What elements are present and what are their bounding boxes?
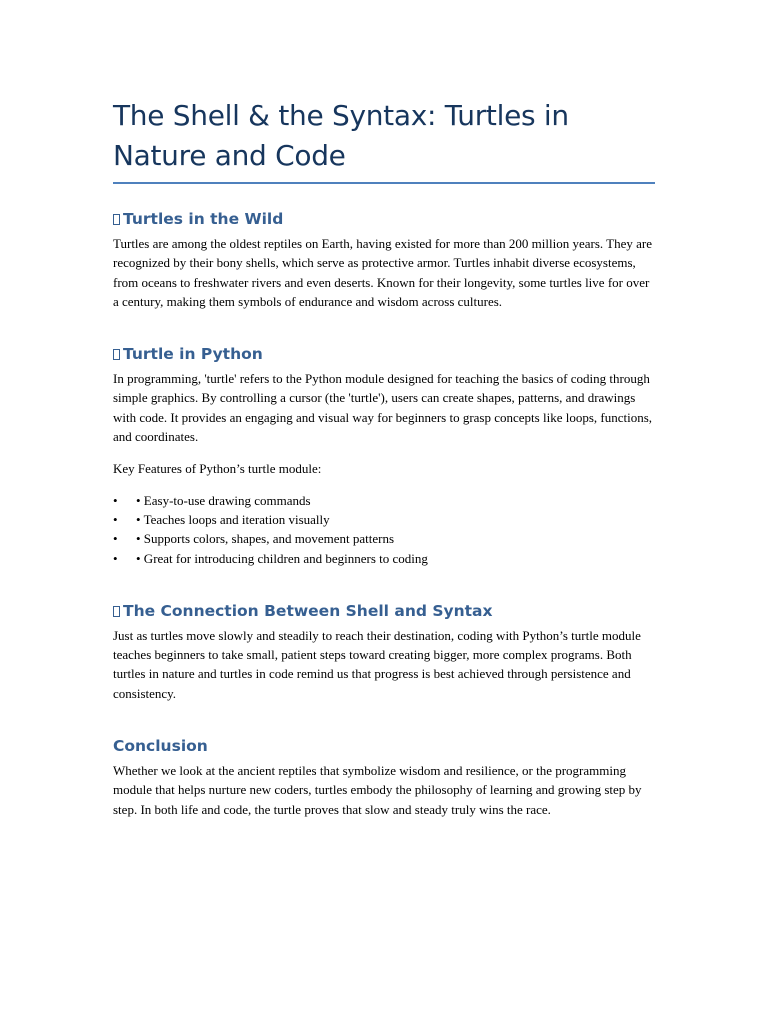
section-heading-text: Turtles in the Wild (123, 210, 284, 228)
document-title: The Shell & the Syntax: Turtles in Nature and Code (113, 99, 569, 172)
features-intro: Key Features of Python’s turtle module: (113, 461, 322, 477)
section-paragraph-turtles-wild: Turtles are among the oldest reptiles on Earth, having existed for more than 200 million years. They are recognized by their bony shells, which serve as protective armor. Turtles inhabit diverse ecosystems, from oceans to freshwater rivers and even deserts. Known for their longevity, some turtles live for over a century, making them symbols of endurance and wisdom across cultures. (113, 236, 653, 309)
section-heading-turtle-python (113, 344, 655, 364)
section-heading-connection (113, 601, 655, 621)
bullet-icon: • (113, 531, 118, 547)
list-item-text: • Teaches loops and iteration visually (136, 511, 330, 527)
list-item-text: • Great for introducing children and beginners to coding (136, 550, 428, 566)
section-heading-conclusion: Conclusion (113, 737, 208, 756)
missing-glyph-icon (113, 606, 120, 617)
list-item (113, 529, 655, 548)
section-heading-turtles-wild (113, 209, 655, 229)
title-divider (113, 182, 655, 184)
section-paragraph-connection: Just as turtles move slowly and steadily to reach their destination, coding with Python’s turtle module teaches beginners to take small, patient steps toward creating bigger, more complex programs. Both turtles in nature and turtles in code remind us that progress is best achieved through persistence and consistency. (113, 627, 641, 701)
section-paragraph-conclusion: Whether we look at the ancient reptiles that symbolize wisdom and resilience, or the programming module that helps nurture new coders, turtles embody the philosophy of learning and growing step by step. In both life and code, the turtle proves that slow and steady truly wins the race. (113, 763, 642, 817)
section-paragraph-turtle-python: In programming, 'turtle' refers to the Python module designed for teaching the basics of coding through simple graphics. By controlling a cursor (the 'turtle'), users can create shapes, patterns, and drawings with code. It provides an engaging and visual way for beginners to grasp concepts like loops, functions, and coordinates. (113, 371, 653, 445)
bullet-icon: • (113, 511, 118, 527)
list-item (113, 549, 655, 568)
bullet-icon: • (113, 492, 118, 508)
missing-glyph-icon (113, 349, 120, 360)
section-heading-text: The Connection Between Shell and Syntax (123, 601, 493, 620)
list-item-text: • Easy-to-use drawing commands (136, 492, 311, 508)
section-heading-text: Turtle in Python (123, 345, 263, 364)
list-item (113, 491, 655, 510)
feature-list (113, 491, 655, 568)
bullet-icon: • (113, 550, 118, 566)
missing-glyph-icon (113, 214, 120, 225)
list-item (113, 510, 655, 529)
document-page (113, 96, 655, 819)
list-item-text: • Supports colors, shapes, and movement patterns (136, 531, 395, 547)
